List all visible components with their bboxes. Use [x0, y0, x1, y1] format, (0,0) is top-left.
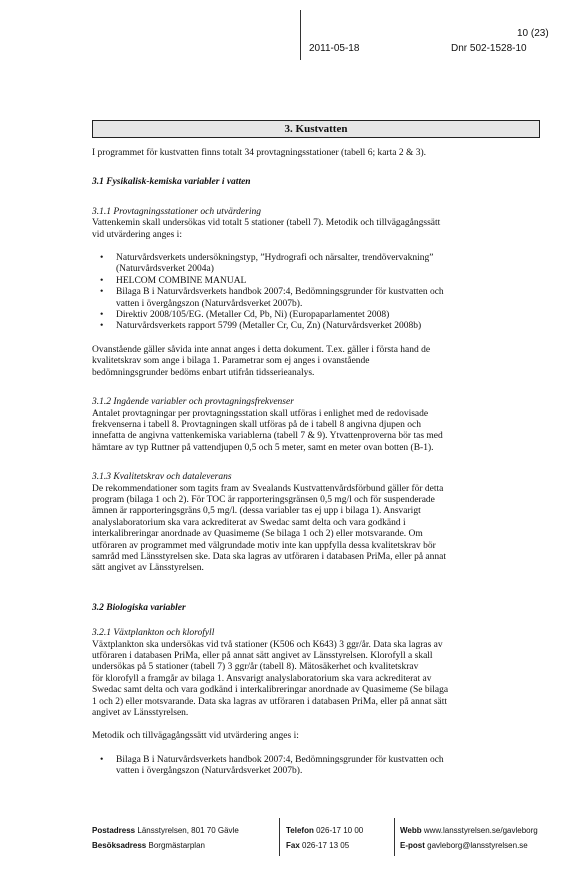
text-line: vatten i övergångszon (Naturvårdsverket 2007b). — [116, 766, 303, 777]
text-line: sätt angivet av Länsstyrelsen. — [92, 563, 204, 574]
footer-value: Borgmästarplan — [148, 841, 205, 850]
intro-paragraph: I programmet för kustvatten finns totalt 34 provtagningsstationer (tabell 6; karta 2 & 3). — [92, 148, 427, 158]
text-line: för klorofyll a framgår av bilaga 1. Ansvarigt analyslaboratorium ska vara ackrediterat av — [92, 673, 432, 684]
paragraph-3-1-3 — [92, 484, 522, 575]
text-line: • Naturvårdsverkets undersökningstyp, ”Hydrografi och närsalter, trendövervakning” — [116, 253, 434, 264]
text-line: vid utvärdering anges i: — [92, 229, 182, 240]
footer-fax — [286, 841, 349, 850]
bullet-list-3-2-1 — [92, 755, 522, 778]
footer-value: 026-17 13 05 — [302, 841, 350, 850]
text-line: interkalibreringar anordnade av Quasimeme (Se bilaga 1 och 2) eller motsvarande. Om — [92, 529, 423, 540]
document-date: 2011-05-18 — [309, 43, 360, 54]
list-item — [116, 321, 522, 332]
list-item — [116, 253, 522, 276]
heading-3-1-3: 3.1.3 Kvalitetskrav och dataleverans — [92, 472, 232, 483]
heading-3-1: 3.1 Fysikalisk-kemiska variabler i vatten — [92, 177, 251, 188]
text-line: analyslaboratorium ska vara ackrediterat av Swedac samt delta och vara godkänd i — [92, 517, 406, 528]
text-line: utföraren i databasen PriMa, eller på annat sätt angivet av Länsstyrelsen. Klorofyll a skall — [92, 651, 433, 661]
paragraph-method: Metodik och tillvägagångssätt vid utvärdering anges i: — [92, 731, 299, 742]
document-dnr: Dnr 502-1528-10 — [451, 43, 527, 54]
text-line: frekvenserna i tabell 8. Provtagningen skall utföras på de i tabell 8 angivna djupen och — [92, 419, 421, 430]
heading-3-2: 3.2 Biologiska variabler — [92, 602, 186, 613]
list-item — [116, 287, 522, 310]
list-item — [116, 310, 522, 321]
footer-label: Postadress — [92, 826, 136, 835]
footer-value: 026-17 10 00 — [316, 826, 364, 835]
header-divider — [300, 10, 301, 60]
text-line: Vattenkemin skall undersökas vid totalt 5 stationer (tabell 7). Metodik och tillvägagångssätt — [92, 218, 441, 229]
text-line: Växtplankton ska undersökas vid två stationer (K506 och K643) 3 ggr/år. Data ska lagras av — [92, 639, 443, 650]
paragraph-3-2-1 — [92, 640, 522, 720]
text-line: samråd med Länsstyrelsen ske. Data ska lagras av utföraren i databasen PriMa, eller på annat — [92, 551, 447, 562]
page-number: 10 (23) — [517, 28, 549, 39]
footer-value: Länsstyrelsen, 801 70 Gävle — [137, 826, 239, 835]
text-line: (Naturvårdsverket 2004a) — [116, 264, 214, 275]
footer-divider — [279, 818, 280, 856]
text-line: undersökas på 5 stationer (tabell 7) 3 ggr/år (tabell 8). Mätosäkerhet och kvalitetskrav — [92, 662, 419, 673]
text-line: Swedac samt delta och vara godkänd i interkalibreringar anordnade av Quasimeme (Se bilaga — [92, 685, 449, 696]
text-line: • Bilaga B i Naturvårdsverkets handbok 2007:4, Bedömningsgrunder för kustvatten och — [116, 754, 444, 765]
text-line: program (bilaga 1 och 2). För TOC är rapporteringsgränsen 0,5 mg/l och för suspenderade — [92, 494, 435, 505]
text-line: angivet av Länsstyrelsen. — [92, 708, 189, 719]
heading-3-1-2: 3.1.2 Ingående variabler och provtagningsfrekvenser — [92, 397, 294, 408]
text-line: bedömningsgrunder bedöms enbart utifrån tidsserieanalys. — [92, 367, 315, 378]
footer-divider — [394, 818, 395, 856]
text-line: • HELCOM COMBINE MANUAL — [116, 275, 247, 286]
heading-3-2-1: 3.2.1 Växtplankton och klorofyll — [92, 628, 215, 639]
footer-postadress — [92, 826, 239, 835]
footer-label: Telefon — [286, 826, 314, 835]
footer-label: Fax — [286, 841, 300, 850]
footer-telefon — [286, 826, 363, 835]
footer-value: gavleborg@lansstyrelsen.se — [427, 841, 528, 850]
text-line: De rekommendationer som tagits fram av Svealands Kustvattenvårdsförbund gäller för detta — [92, 483, 444, 494]
footer-label: Webb — [400, 826, 422, 835]
heading-3-1-1: 3.1.1 Provtagningsstationer och utvärdering — [92, 206, 261, 217]
text-line: vatten i övergångszon (Naturvårdsverket 2007b). — [116, 298, 303, 309]
footer-besoksadress — [92, 841, 205, 850]
text-line: • Naturvårdsverkets rapport 5799 (Metaller Cr, Cu, Zn) (Naturvårdsverket 2008b) — [116, 321, 422, 332]
list-item — [116, 755, 522, 778]
text-line: • Bilaga B i Naturvårdsverkets handbok 2007:4, Bedömningsgrunder för kustvatten och — [116, 287, 444, 298]
text-line: Ovanstående gäller såvida inte annat anges i detta dokument. T.ex. gäller i första hand de — [92, 344, 431, 355]
footer-label: Besöksadress — [92, 841, 147, 850]
text-line: innefatta de angivna vattenkemiska variablerna (tabell 7 & 9). Ytvattenproverna bör tas med — [92, 431, 443, 442]
section-title: 3. Kustvatten — [92, 120, 540, 138]
bullet-list-3-1-1 — [92, 253, 522, 333]
text-line: hämtare av typ Ruttner på vattendjupen 0,5 och 5 meter, samt en meter ovan botten (B-1). — [92, 442, 434, 453]
footer-epost — [400, 841, 528, 850]
paragraph-3-1-1-after — [92, 345, 522, 379]
footer-value: www.lansstyrelsen.se/gavleborg — [423, 826, 538, 835]
text-line: Antalet provtagningar per provtagningsstation skall utföras i enlighet med de redovisade — [92, 408, 429, 419]
text-line: ämnen är rapporteringsgräns 0,5 mg/l. (dessa variabler tas ej upp i bilaga 1). Ansvarigt — [92, 506, 421, 517]
footer-label: E-post — [400, 841, 425, 850]
text-line: 1 och 2) eller motsvarande. Data ska lagras av utföraren i databasen PriMa, eller på annat sätt — [92, 696, 448, 707]
text-line: • Direktiv 2008/105/EG. (Metaller Cd, Pb, Ni) (Europaparlamentet 2008) — [116, 310, 390, 321]
footer-webb — [400, 826, 538, 835]
text-line: utföraren av programmet med välgrundade motiv inte kan uppfylla dessa kvalitetskrav bör — [92, 540, 436, 551]
paragraph-3-1-1 — [92, 218, 522, 241]
text-line: kvalitetskrav som ange i bilaga 1. Parametrar som ej anges i ovanstående — [92, 356, 370, 367]
list-item — [116, 276, 522, 287]
paragraph-3-1-2 — [92, 409, 522, 455]
document-body — [92, 148, 522, 778]
